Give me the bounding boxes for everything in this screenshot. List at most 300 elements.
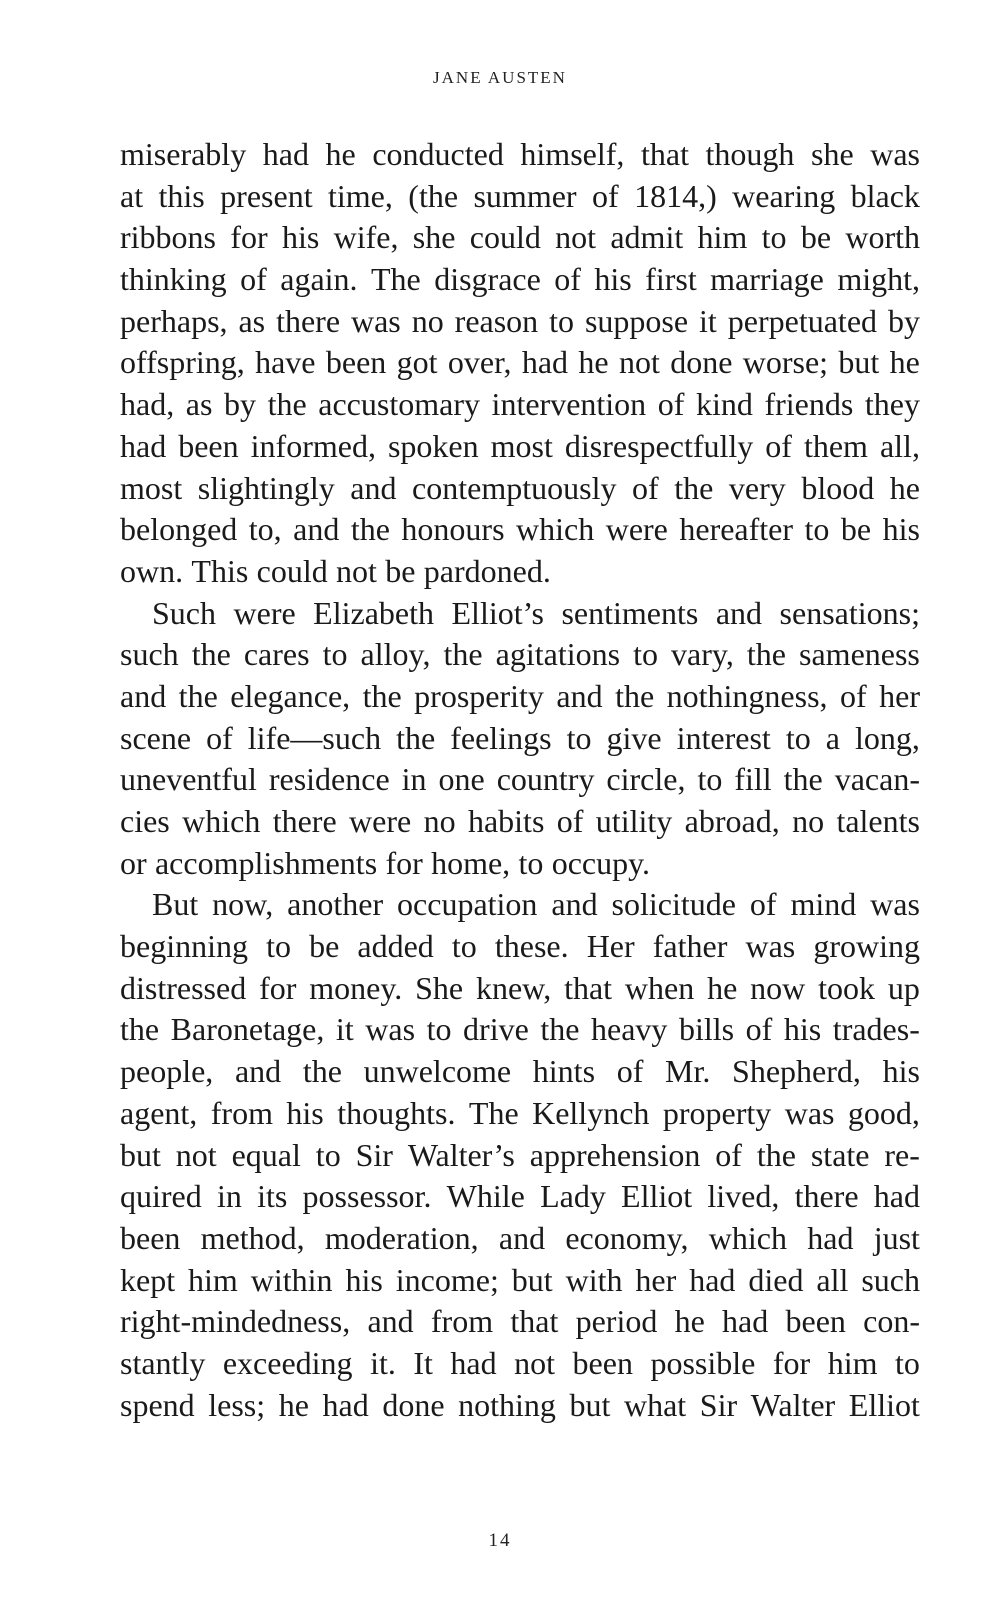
word: She <box>415 969 464 1006</box>
word: when <box>624 969 695 1006</box>
word: though <box>705 136 795 172</box>
word: contemptuously <box>412 469 617 506</box>
word: of <box>591 177 619 214</box>
word: suppose <box>584 302 689 339</box>
word: father <box>652 928 728 965</box>
word: been <box>178 427 239 464</box>
word: worth <box>845 219 920 256</box>
word: which <box>708 1219 787 1256</box>
word: life—such <box>247 719 382 756</box>
word: was <box>870 886 920 923</box>
word: had <box>722 1303 769 1340</box>
word: no <box>423 803 456 839</box>
word: reason <box>454 302 539 339</box>
page-number: 14 <box>488 1530 512 1551</box>
word: offspring, <box>120 344 245 381</box>
word: to <box>804 511 830 548</box>
word: been <box>785 1303 846 1340</box>
word: he <box>325 136 356 172</box>
word: had, <box>120 386 175 423</box>
word: himself, <box>520 136 625 172</box>
word: him <box>188 1261 238 1298</box>
word: these. <box>494 928 569 965</box>
word: been <box>120 1219 181 1256</box>
word: circle, <box>606 761 686 798</box>
word: there <box>272 803 337 839</box>
text-line <box>120 759 920 801</box>
word: good, <box>847 1094 920 1131</box>
word: the <box>746 636 786 673</box>
word: was <box>870 136 920 172</box>
word: kind <box>695 386 753 423</box>
word: own. <box>120 552 184 589</box>
word: money. <box>309 969 403 1006</box>
word: perhaps, <box>120 302 228 339</box>
word: and <box>715 594 763 631</box>
word: Elliot <box>621 1178 693 1215</box>
word: another <box>287 886 384 923</box>
word: to <box>566 719 592 756</box>
word: had <box>322 1386 369 1423</box>
word: to <box>451 928 477 965</box>
word: occupy. <box>551 844 651 881</box>
word: could <box>256 552 328 589</box>
word: he <box>674 1303 705 1340</box>
word: con- <box>863 1303 920 1340</box>
word: sentiments <box>561 594 699 631</box>
word: Elliot <box>848 1386 920 1423</box>
word: exceeding <box>222 1344 353 1381</box>
word: her <box>879 677 920 714</box>
word: of <box>765 427 792 464</box>
word: very <box>728 469 786 506</box>
word: possessor. <box>302 1178 432 1215</box>
word: summer <box>473 177 577 214</box>
word: over, <box>447 344 512 381</box>
word: of <box>632 469 659 506</box>
word: nothingness, <box>666 677 828 714</box>
word: of <box>556 803 584 839</box>
word: his <box>345 1261 383 1298</box>
word: by <box>224 386 257 423</box>
text-line <box>120 384 920 426</box>
word: state <box>810 1136 870 1173</box>
word: of <box>240 261 267 298</box>
word: the <box>350 511 390 548</box>
word: but <box>511 1261 553 1298</box>
word: miserably <box>120 136 247 172</box>
word: Baronetage, <box>170 1011 325 1048</box>
word: were <box>605 511 668 548</box>
word: got <box>396 344 438 381</box>
word: for <box>772 1344 811 1381</box>
word: not <box>514 1344 556 1381</box>
word: no <box>792 803 825 839</box>
word: friends <box>764 386 854 423</box>
word: done <box>670 344 733 381</box>
word: his <box>783 1011 822 1048</box>
word: to <box>322 636 348 673</box>
word: most <box>490 427 553 464</box>
text-line <box>120 134 920 176</box>
word: the <box>362 677 402 714</box>
word: cies <box>120 803 170 839</box>
word: had <box>873 1178 920 1215</box>
word: worse; <box>742 344 829 381</box>
word: knew, <box>475 969 552 1006</box>
text-line <box>120 1051 920 1093</box>
word: the <box>178 677 218 714</box>
word: lived, <box>707 1178 780 1215</box>
word: and <box>367 1303 414 1340</box>
word: kept <box>120 1261 176 1298</box>
word: and <box>234 1053 282 1090</box>
word: not <box>618 344 660 381</box>
word: Lady <box>540 1178 606 1215</box>
word: elegance, <box>230 677 351 714</box>
word: as <box>185 386 213 423</box>
word: to <box>266 928 291 965</box>
word: nothing <box>458 1386 556 1423</box>
word: present <box>220 177 313 214</box>
word: the <box>756 1136 796 1173</box>
word: the <box>443 636 483 673</box>
word: prosperity <box>414 677 544 714</box>
word: within <box>250 1261 333 1298</box>
word: possible <box>650 1344 756 1381</box>
word: the <box>674 469 714 506</box>
word: spoken <box>387 427 479 464</box>
word: Shepherd, <box>732 1053 861 1090</box>
word: to <box>315 1136 341 1173</box>
word: had <box>450 1344 497 1381</box>
word: and <box>556 677 603 714</box>
word: Mr. <box>665 1053 711 1090</box>
word: not <box>336 552 377 589</box>
word: blood <box>801 469 875 506</box>
text-line <box>120 426 920 468</box>
word: belonged <box>120 511 238 548</box>
text-line <box>120 509 920 551</box>
word: had <box>521 344 569 381</box>
word: such <box>861 1261 920 1298</box>
word: admit <box>610 219 684 256</box>
word: were <box>349 803 412 839</box>
word: his <box>286 1094 324 1131</box>
word: wearing <box>732 177 836 214</box>
word: with <box>565 1261 623 1298</box>
word: quired <box>120 1178 202 1215</box>
word: his <box>281 219 320 256</box>
word: accomplishments <box>154 844 378 881</box>
word: his <box>882 1053 920 1090</box>
word: now <box>750 969 806 1006</box>
word: the <box>267 386 307 423</box>
word: of <box>206 719 233 756</box>
word: might, <box>837 261 920 298</box>
word: him <box>697 219 748 256</box>
word: but <box>838 344 880 381</box>
word: for <box>259 969 297 1006</box>
word: which <box>182 803 261 839</box>
word: Elizabeth <box>313 594 434 631</box>
paragraph <box>120 884 920 1426</box>
word: for <box>385 844 423 881</box>
word: first <box>645 261 697 298</box>
word: of <box>616 1053 644 1090</box>
word: be <box>385 552 416 589</box>
word: sensations; <box>779 594 920 631</box>
word: there <box>276 302 341 339</box>
word: accustomary <box>318 386 480 423</box>
word: scene <box>120 719 192 756</box>
word: was <box>365 1011 416 1048</box>
word: for <box>230 219 268 256</box>
word: of <box>839 677 867 714</box>
text-line <box>120 342 920 384</box>
word: intervention <box>491 386 647 423</box>
word: there <box>794 1178 859 1215</box>
word: slightingly <box>197 469 335 506</box>
text-line <box>120 843 920 885</box>
word: trades- <box>832 1011 920 1048</box>
word: to <box>761 219 787 256</box>
word: all <box>816 1261 849 1298</box>
word: the <box>396 719 436 756</box>
text-line <box>120 301 920 343</box>
word: This <box>191 552 249 589</box>
word: bills <box>678 1011 735 1048</box>
word: the <box>302 1053 342 1090</box>
text-line <box>120 1301 920 1343</box>
word: not <box>175 1136 217 1173</box>
word: Walter’s <box>407 1136 515 1173</box>
text-line <box>120 926 920 968</box>
word: growing <box>813 928 920 965</box>
word: unwelcome <box>363 1053 512 1090</box>
word: Sir <box>699 1386 738 1423</box>
text-line <box>120 176 920 218</box>
word: now, <box>212 886 274 923</box>
word: that <box>564 969 613 1006</box>
word: cares <box>243 636 310 673</box>
text-line <box>120 718 920 760</box>
word: drive <box>463 1011 529 1048</box>
word: had <box>689 1261 736 1298</box>
word: hints <box>532 1053 596 1090</box>
word: income; <box>395 1261 499 1298</box>
word: and <box>350 469 397 506</box>
word: be <box>800 219 832 256</box>
word: time, <box>328 177 393 214</box>
word: abroad, <box>684 803 780 839</box>
text-line <box>120 1093 920 1135</box>
word: Such <box>152 594 216 631</box>
word: they <box>864 386 920 423</box>
word: to <box>518 844 544 881</box>
word: beginning <box>120 928 248 965</box>
word: apprehension <box>529 1136 701 1173</box>
word: talents <box>836 803 920 839</box>
body-text <box>120 134 920 1426</box>
word: by <box>887 302 920 339</box>
word: interest <box>676 719 771 756</box>
word: the <box>540 1011 580 1048</box>
word: The <box>468 1094 519 1131</box>
word: had <box>262 136 309 172</box>
word: most <box>120 469 183 506</box>
text-line <box>120 1343 920 1385</box>
text-line <box>120 1385 920 1427</box>
word: of <box>749 886 777 923</box>
word: Her <box>586 928 635 965</box>
word: to, <box>248 511 282 548</box>
word: again. <box>280 261 358 298</box>
word: vary, <box>671 636 734 673</box>
word: it. <box>370 1344 396 1381</box>
word: disgrace <box>434 261 541 298</box>
word: While <box>446 1178 525 1215</box>
word: less; <box>208 1386 266 1423</box>
word: in <box>401 761 427 798</box>
text-line <box>120 634 920 676</box>
paragraph <box>120 593 920 885</box>
word: moderation, <box>324 1219 479 1256</box>
word: in <box>216 1178 242 1215</box>
word: to <box>895 1344 920 1381</box>
word: his <box>594 261 632 298</box>
word: but <box>569 1386 611 1423</box>
word: spend <box>120 1386 195 1423</box>
word: them <box>803 427 868 464</box>
word: home, <box>431 844 511 881</box>
word: been <box>325 344 387 381</box>
word: The <box>370 261 421 298</box>
word: have <box>255 344 316 381</box>
word: right-mindedness, <box>120 1303 351 1340</box>
word: give <box>606 719 662 756</box>
word: the <box>783 761 823 798</box>
word: economy, <box>565 1219 689 1256</box>
word: it <box>699 302 717 339</box>
word: long, <box>854 719 920 756</box>
word: to <box>785 719 811 756</box>
word: It <box>413 1344 433 1381</box>
text-line <box>120 801 920 843</box>
word: thoughts. <box>337 1094 456 1131</box>
word: to <box>426 1011 452 1048</box>
word: distressed <box>120 969 247 1006</box>
text-line <box>120 1218 920 1260</box>
word: Walter <box>750 1386 836 1423</box>
word: sameness <box>799 636 920 673</box>
word: had <box>807 1219 854 1256</box>
word: added <box>357 928 434 965</box>
word: of <box>657 386 685 423</box>
text-line <box>120 551 920 593</box>
word: no <box>411 302 444 339</box>
word: mind <box>790 886 857 923</box>
text-line <box>120 1260 920 1302</box>
word: alloy, <box>360 636 431 673</box>
word: to <box>549 302 575 339</box>
word: or <box>120 844 147 881</box>
word: as <box>238 302 266 339</box>
word: he <box>278 1386 309 1423</box>
word: pardoned. <box>423 552 551 589</box>
word: period <box>575 1303 658 1340</box>
word: ribbons <box>120 219 216 256</box>
word: informed, <box>250 427 376 464</box>
word: but <box>120 1136 161 1173</box>
word: his <box>882 511 920 548</box>
word: of <box>715 1136 742 1173</box>
word: such <box>120 636 179 673</box>
word: uneventful <box>120 761 257 798</box>
word: the <box>191 636 231 673</box>
word: its <box>257 1178 288 1215</box>
word: the <box>615 677 655 714</box>
word: her <box>635 1261 677 1298</box>
word: he <box>889 469 920 506</box>
word: what <box>623 1386 687 1423</box>
word: feelings <box>450 719 552 756</box>
word: 1814,) <box>634 177 717 214</box>
word: him <box>827 1344 878 1381</box>
word: just <box>873 1219 920 1256</box>
word: up <box>887 969 920 1006</box>
word: Elliot’s <box>451 594 544 631</box>
word: been <box>572 1344 633 1381</box>
text-line <box>120 259 920 301</box>
word: be <box>840 511 872 548</box>
word: to <box>697 761 723 798</box>
word: (the <box>408 177 459 214</box>
paragraph <box>120 134 920 593</box>
word: it <box>335 1011 354 1048</box>
word: conducted <box>372 136 504 172</box>
word: had <box>120 427 167 464</box>
word: disrespectfully <box>564 427 754 464</box>
word: done <box>382 1386 445 1423</box>
word: a <box>825 719 840 756</box>
word: equal <box>231 1136 301 1173</box>
word: utility <box>595 803 673 839</box>
word: solicitude <box>611 886 736 923</box>
word: was <box>350 302 401 339</box>
word: vacan- <box>834 761 920 798</box>
text-line <box>120 968 920 1010</box>
word: was <box>745 928 796 965</box>
text-line <box>120 217 920 259</box>
word: hereafter <box>679 511 794 548</box>
word: from <box>430 1303 494 1340</box>
word: from <box>210 1094 273 1131</box>
word: and <box>498 1219 546 1256</box>
text-line <box>120 884 920 926</box>
word: of <box>745 1011 773 1048</box>
word: she <box>412 219 456 256</box>
word: and <box>120 677 167 714</box>
word: and <box>293 511 340 548</box>
word: re- <box>884 1136 920 1173</box>
word: that <box>640 136 689 172</box>
word: all, <box>879 427 920 464</box>
word: and <box>551 886 598 923</box>
word: of <box>554 261 581 298</box>
word: country <box>496 761 595 798</box>
word: habits <box>467 803 545 839</box>
